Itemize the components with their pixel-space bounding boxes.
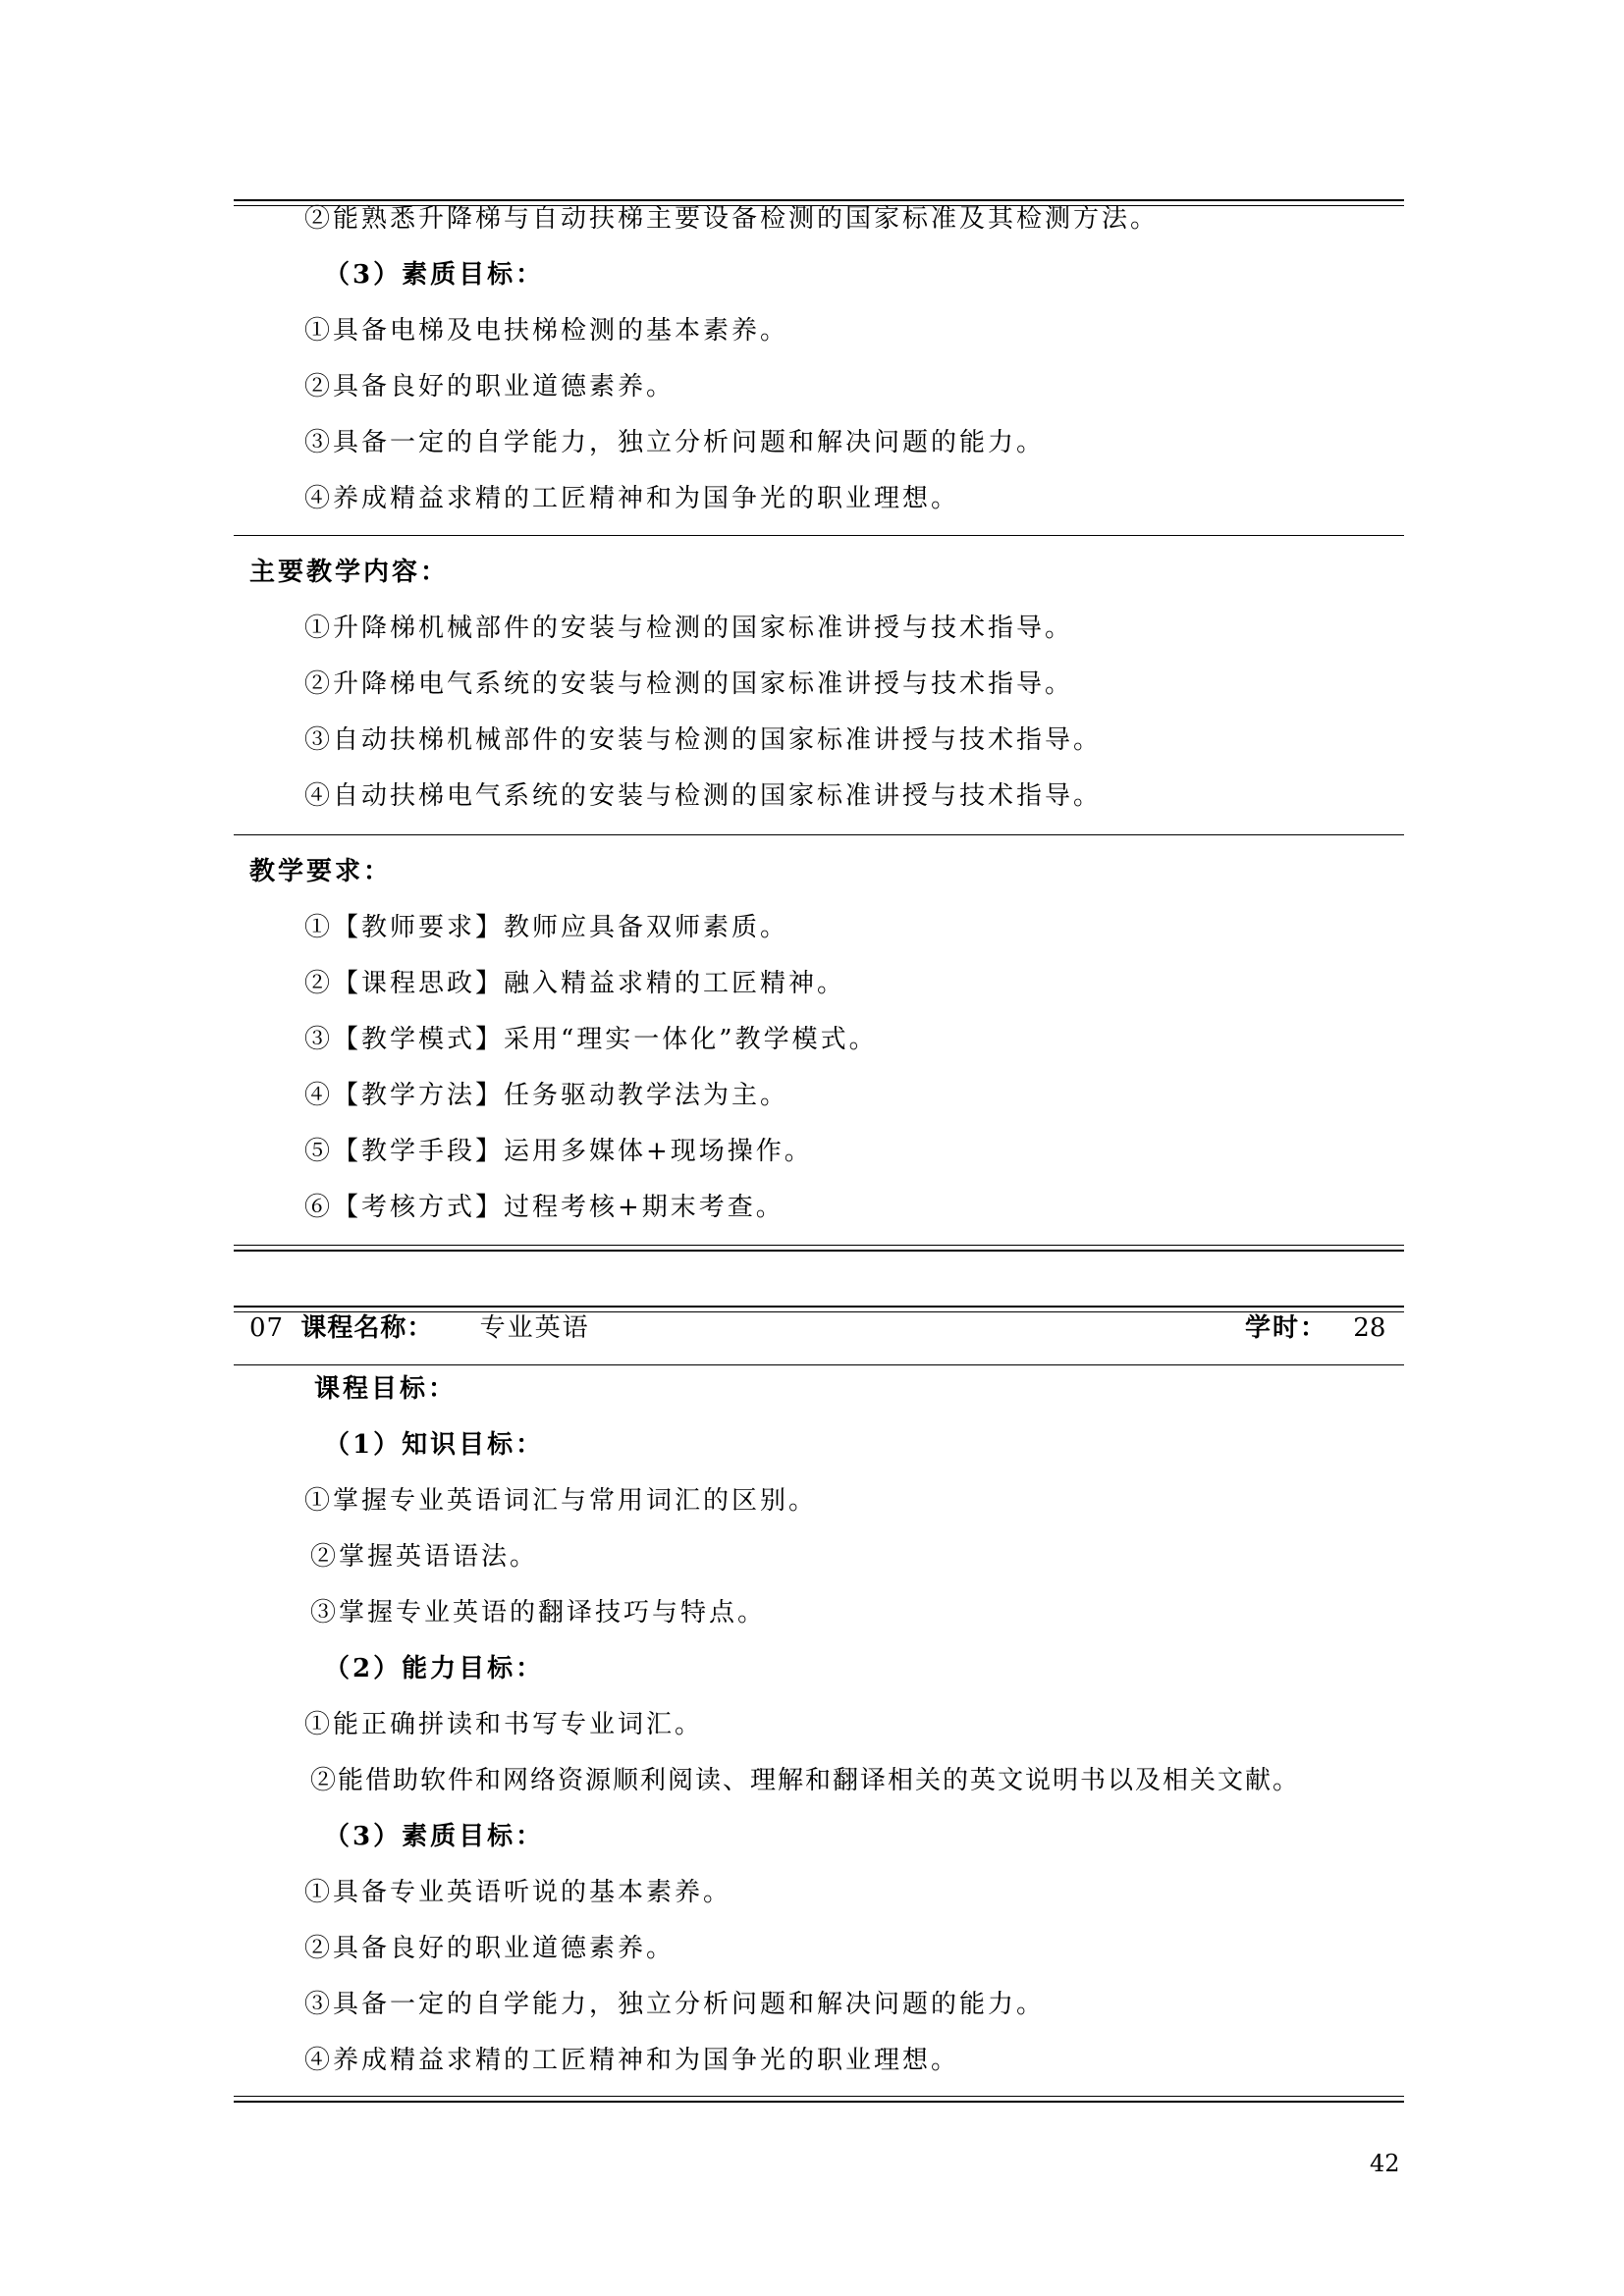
hours-value: 28 bbox=[1353, 1313, 1386, 1343]
req-heading: 教学要求： bbox=[249, 857, 393, 886]
knowledge-item: ②掌握英语语法。 bbox=[310, 1542, 539, 1572]
ability-heading: （2）能力目标： bbox=[324, 1654, 545, 1683]
req-item: ⑥【考核方式】过程考核+期末考查。 bbox=[304, 1193, 785, 1222]
section1-bottom-rule bbox=[234, 1245, 1404, 1252]
page-number: 42 bbox=[1370, 2150, 1400, 2177]
quality-item: ③具备一定的自学能力，独立分析问题和解决问题的能力。 bbox=[304, 428, 1046, 457]
quality-item: ④养成精益求精的工匠精神和为国争光的职业理想。 bbox=[304, 484, 960, 513]
quality-item: ①具备电梯及电扶梯检测的基本素养。 bbox=[304, 316, 789, 346]
divider bbox=[234, 535, 1404, 536]
quality-item: ②具备良好的职业道德素养。 bbox=[304, 372, 676, 401]
course-name: 专业英语 bbox=[479, 1313, 590, 1343]
knowledge-heading: （1）知识目标： bbox=[324, 1430, 545, 1460]
divider bbox=[234, 1364, 1404, 1365]
quality-heading: （3）素质目标： bbox=[324, 1822, 545, 1851]
knowledge-item: ①掌握专业英语词汇与常用词汇的区别。 bbox=[304, 1486, 818, 1516]
req-item: ⑤【教学手段】运用多媒体+现场操作。 bbox=[304, 1137, 813, 1166]
quality-heading: （3）素质目标： bbox=[324, 260, 545, 290]
content-item: ④自动扶梯电气系统的安装与检测的国家标准讲授与技术指导。 bbox=[304, 781, 1103, 811]
quality-item: ④养成精益求精的工匠精神和为国争光的职业理想。 bbox=[304, 2046, 960, 2075]
req-item: ①【教师要求】教师应具备双师素质。 bbox=[304, 913, 789, 942]
course-name-label: 课程名称： bbox=[300, 1313, 434, 1343]
ability-item: ②能借助软件和网络资源顺利阅读、理解和翻译相关的英文说明书以及相关文献。 bbox=[310, 1766, 1301, 1795]
req-item: ②【课程思政】融入精益求精的工匠精神。 bbox=[304, 969, 846, 998]
req-item: ④【教学方法】任务驱动教学法为主。 bbox=[304, 1081, 789, 1110]
knowledge-item: ③掌握专业英语的翻译技巧与特点。 bbox=[310, 1598, 767, 1628]
quality-item: ①具备专业英语听说的基本素养。 bbox=[304, 1878, 732, 1907]
course-number: 07 bbox=[249, 1313, 285, 1343]
hours-label: 学时： bbox=[1245, 1313, 1328, 1343]
content-item: ③自动扶梯机械部件的安装与检测的国家标准讲授与技术指导。 bbox=[304, 725, 1103, 755]
ability-item: ①能正确拼读和书写专业词汇。 bbox=[304, 1710, 704, 1739]
quality-item: ②具备良好的职业道德素养。 bbox=[304, 1934, 676, 1963]
ability-item: ②能熟悉升降梯与自动扶梯主要设备检测的国家标准及其检测方法。 bbox=[304, 204, 1160, 234]
course-header bbox=[249, 1311, 590, 1345]
goal-heading: 课程目标： bbox=[314, 1374, 458, 1404]
divider bbox=[234, 834, 1404, 835]
hours-block bbox=[1245, 1311, 1385, 1345]
req-item: ③【教学模式】采用“理实一体化”教学模式。 bbox=[304, 1025, 878, 1054]
content-item: ①升降梯机械部件的安装与检测的国家标准讲授与技术指导。 bbox=[304, 614, 1074, 643]
quality-item: ③具备一定的自学能力，独立分析问题和解决问题的能力。 bbox=[304, 1990, 1046, 2019]
section2-bottom-rule bbox=[234, 2096, 1404, 2103]
content-heading: 主要教学内容： bbox=[249, 558, 450, 587]
content-item: ②升降梯电气系统的安装与检测的国家标准讲授与技术指导。 bbox=[304, 669, 1074, 699]
